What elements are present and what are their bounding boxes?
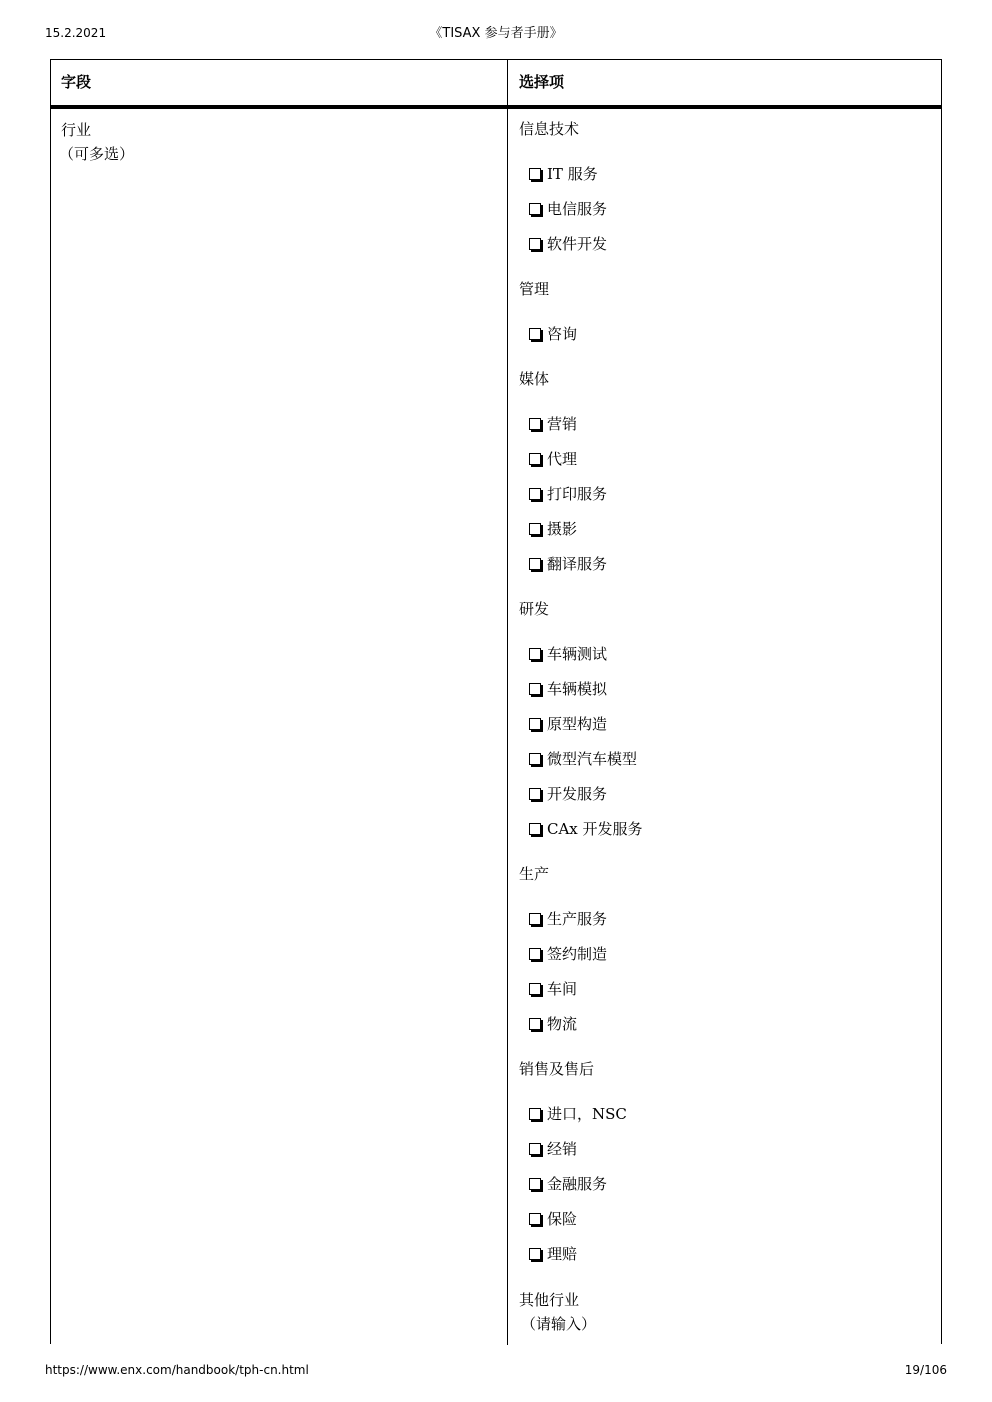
option-item[interactable]: [519, 748, 929, 783]
option-label: 金融服务: [547, 1175, 608, 1193]
option-item[interactable]: [519, 783, 929, 818]
option-label: 咨询: [547, 325, 578, 343]
option-label: 电信服务: [547, 200, 608, 218]
option-group-title: 信息技术: [519, 120, 580, 138]
document-title: 《TISAX 参与者手册》: [429, 26, 563, 41]
checkbox-icon[interactable]: [529, 523, 541, 535]
checkbox-icon[interactable]: [529, 238, 541, 250]
option-label: CAx 开发服务: [547, 820, 643, 838]
option-group-title: 销售及售后: [519, 1060, 595, 1078]
option-item[interactable]: [519, 413, 929, 448]
option-label: 车辆测试: [547, 645, 608, 663]
column-header-options: 选择项: [519, 73, 565, 91]
checkbox-icon[interactable]: [529, 1178, 541, 1190]
checkbox-icon[interactable]: [529, 453, 541, 465]
option-item[interactable]: [519, 198, 929, 233]
option-label: 生产服务: [547, 910, 608, 928]
option-label: 经销: [547, 1140, 578, 1158]
option-group-title: 研发: [519, 600, 550, 618]
option-item[interactable]: [519, 448, 929, 483]
print-date: 15.2.2021: [45, 26, 107, 40]
checkbox-icon[interactable]: [529, 648, 541, 660]
option-item[interactable]: [519, 678, 929, 713]
option-item[interactable]: [519, 163, 929, 198]
option-label: 开发服务: [547, 785, 608, 803]
option-item[interactable]: [519, 483, 929, 518]
option-item[interactable]: [519, 518, 929, 553]
option-group-sales: [519, 1058, 929, 1265]
checkbox-icon[interactable]: [529, 1143, 541, 1155]
option-label: 车辆模拟: [547, 680, 608, 698]
checkbox-icon[interactable]: [529, 983, 541, 995]
other-industry-label: 其他行业: [519, 1291, 580, 1309]
table-header-row: [51, 60, 941, 109]
option-item[interactable]: [519, 643, 929, 678]
option-group-media: [519, 368, 929, 575]
option-item[interactable]: [519, 1173, 929, 1208]
checkbox-icon[interactable]: [529, 788, 541, 800]
field-label: 行业: [61, 121, 92, 139]
field-cell-industry: [61, 118, 134, 166]
option-item[interactable]: [519, 1138, 929, 1173]
checkbox-icon[interactable]: [529, 913, 541, 925]
checkbox-icon[interactable]: [529, 558, 541, 570]
checkbox-icon[interactable]: [529, 203, 541, 215]
checkbox-icon[interactable]: [529, 488, 541, 500]
checkbox-icon[interactable]: [529, 328, 541, 340]
checkbox-icon[interactable]: [529, 168, 541, 180]
option-item[interactable]: [519, 323, 929, 345]
option-item[interactable]: [519, 1103, 929, 1138]
checkbox-icon[interactable]: [529, 418, 541, 430]
option-item[interactable]: [519, 713, 929, 748]
option-label: 车间: [547, 980, 578, 998]
option-item[interactable]: [519, 908, 929, 943]
option-label: 签约制造: [547, 945, 608, 963]
column-divider: [507, 60, 508, 1345]
option-group-it: [519, 118, 929, 255]
option-item[interactable]: [519, 553, 929, 575]
option-item[interactable]: [519, 1243, 929, 1265]
option-item[interactable]: [519, 818, 929, 840]
checkbox-icon[interactable]: [529, 823, 541, 835]
option-group-title: 生产: [519, 865, 550, 883]
checkbox-icon[interactable]: [529, 1248, 541, 1260]
option-group-rnd: [519, 598, 929, 840]
option-label: 保险: [547, 1210, 578, 1228]
option-item[interactable]: [519, 1208, 929, 1243]
option-group-title: 管理: [519, 280, 550, 298]
option-label: 微型汽车模型: [547, 750, 638, 768]
option-label: 代理: [547, 450, 578, 468]
option-label: 打印服务: [547, 485, 608, 503]
option-item[interactable]: [519, 233, 929, 255]
option-label: 翻译服务: [547, 555, 608, 573]
other-industry: [519, 1288, 929, 1336]
checkbox-icon[interactable]: [529, 1018, 541, 1030]
field-note: （可多选）: [59, 145, 135, 163]
page-url: https://www.enx.com/handbook/tph-cn.html: [45, 1363, 309, 1377]
option-group-production: [519, 863, 929, 1035]
option-group-management: [519, 278, 929, 345]
other-industry-note: （请输入）: [521, 1315, 597, 1333]
option-label: 摄影: [547, 520, 578, 538]
checkbox-icon[interactable]: [529, 1108, 541, 1120]
checkbox-icon[interactable]: [529, 683, 541, 695]
column-header-field: 字段: [61, 73, 92, 91]
option-label: 进口，NSC: [547, 1105, 627, 1123]
checkbox-icon[interactable]: [529, 753, 541, 765]
option-label: 理赔: [547, 1245, 578, 1263]
options-cell-industry: [519, 118, 929, 1336]
option-label: 物流: [547, 1015, 578, 1033]
fields-table: [50, 59, 942, 1344]
option-label: 营销: [547, 415, 578, 433]
option-label: 原型构造: [547, 715, 608, 733]
option-label: IT 服务: [547, 165, 598, 183]
page-number: 19/106: [904, 1363, 947, 1377]
option-label: 软件开发: [547, 235, 608, 253]
checkbox-icon[interactable]: [529, 718, 541, 730]
option-group-title: 媒体: [519, 370, 550, 388]
option-item[interactable]: [519, 1013, 929, 1035]
option-item[interactable]: [519, 943, 929, 978]
option-item[interactable]: [519, 978, 929, 1013]
checkbox-icon[interactable]: [529, 948, 541, 960]
checkbox-icon[interactable]: [529, 1213, 541, 1225]
